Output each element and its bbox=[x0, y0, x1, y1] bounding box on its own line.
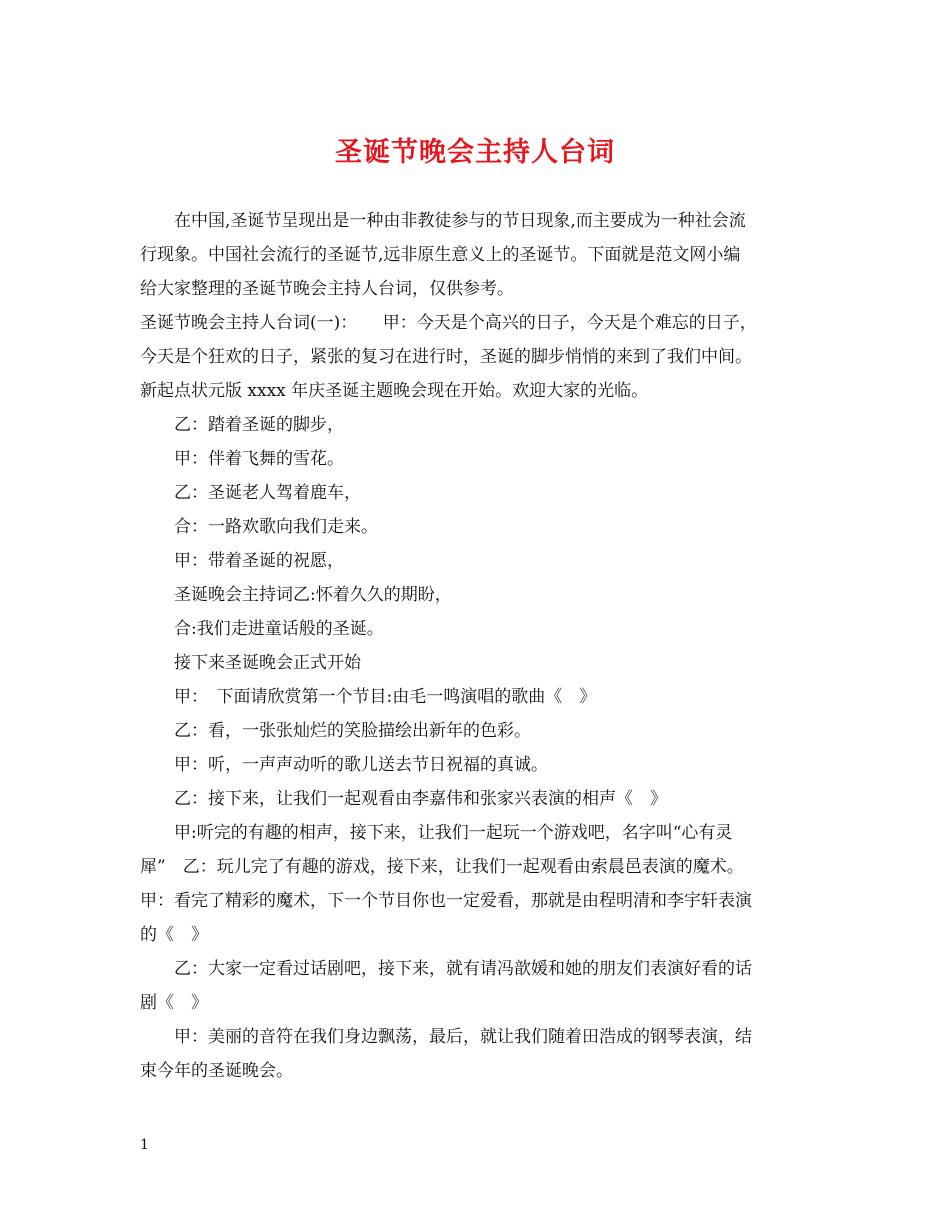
dialogue-line: 犀” 乙：玩儿完了有趣的游戏，接下来，让我们一起观看由索晨邑表演的魔术。 bbox=[140, 857, 744, 877]
dialogue-line: 甲： 下面请欣赏第一个节目:由毛一鸣演唱的歌曲《 》 bbox=[174, 687, 597, 707]
dialogue-line: 接下来圣诞晚会正式开始 bbox=[174, 653, 361, 673]
dialogue-line: 乙：大家一定看过话剧吧，接下来，就有请冯歆媛和她的朋友们表演好看的话 bbox=[174, 959, 752, 979]
dialogue-line: 甲：听，一声声动听的歌儿送去节日祝福的真诚。 bbox=[174, 755, 548, 775]
document-body bbox=[140, 204, 830, 1088]
dialogue-line: 合:我们走进童话般的圣诞。 bbox=[174, 619, 384, 639]
dialogue-line: 甲：伴着飞舞的雪花。 bbox=[174, 449, 344, 469]
dialogue-line: 甲：美丽的音符在我们身边飘荡，最后，就让我们随着田浩成的钢琴表演，结 bbox=[174, 1027, 752, 1047]
paragraph-line: 今天是个狂欢的日子，紧张的复习在进行时，圣诞的脚步悄悄的来到了我们中间。 bbox=[140, 347, 752, 367]
dialogue-line: 甲：看完了精彩的魔术，下一个节目你也一定爱看，那就是由程明清和李宇轩表演 bbox=[140, 891, 752, 911]
paragraph-line: 行现象。中国社会流行的圣诞节,远非原生意义上的圣诞节。下面就是范文网小编 bbox=[140, 245, 741, 265]
paragraph-line: 在中国,圣诞节呈现出是一种由非教徒参与的节日现象,而主要成为一种社会流 bbox=[174, 211, 746, 231]
dialogue-line: 乙：看，一张张灿烂的笑脸描绘出新年的色彩。 bbox=[174, 721, 531, 741]
dialogue-line: 合：一路欢歌向我们走来。 bbox=[174, 517, 378, 537]
dialogue-line: 乙：踏着圣诞的脚步， bbox=[174, 415, 344, 435]
paragraph-line: 给大家整理的圣诞节晚会主持人台词，仅供参考。 bbox=[140, 279, 514, 299]
dialogue-line: 甲:听完的有趣的相声，接下来，让我们一起玩一个游戏吧，名字叫“心有灵 bbox=[174, 823, 733, 843]
page-number: 1 bbox=[140, 1137, 149, 1153]
dialogue-line: 束今年的圣诞晚会。 bbox=[140, 1061, 293, 1081]
dialogue-line: 圣诞晚会主持词乙:怀着久久的期盼， bbox=[174, 585, 452, 605]
dialogue-line: 甲：带着圣诞的祝愿， bbox=[174, 551, 344, 571]
paragraph-line: 圣诞节晚会主持人台词(一)： 甲：今天是个高兴的日子，今天是个难忘的日子， bbox=[140, 313, 757, 333]
paragraph-line: 新起点状元版 xxxx 年庆圣诞主题晚会现在开始。欢迎大家的光临。 bbox=[140, 381, 649, 401]
page-title: 圣诞节晚会主持人台词 bbox=[335, 137, 615, 168]
dialogue-line: 剧《 》 bbox=[140, 993, 208, 1013]
dialogue-line: 乙：圣诞老人驾着鹿车， bbox=[174, 483, 361, 503]
dialogue-line: 乙：接下来，让我们一起观看由李嘉伟和张家兴表演的相声《 》 bbox=[174, 789, 667, 809]
dialogue-line: 的《 》 bbox=[140, 925, 208, 945]
